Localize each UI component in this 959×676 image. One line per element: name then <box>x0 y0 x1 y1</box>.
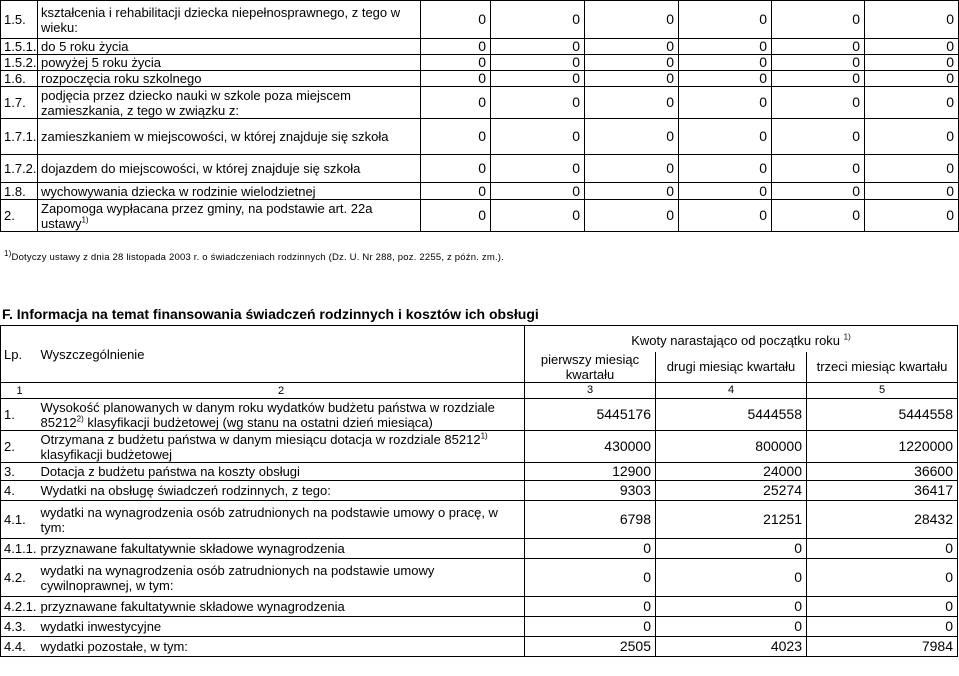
row-value: 0 <box>491 1 585 39</box>
table-row <box>1 87 959 119</box>
row-value: 4023 <box>656 637 807 657</box>
footnote: $^{1)}$Dotyczy ustawy z dnia 28 listopada 2003 r. o świadczeniach rodzinnych (Dz. U. Nr 288, poz. 2255, z późn. zm.). <box>4 248 504 263</box>
row-value: 0 <box>585 55 679 71</box>
row-lp: 4.1.1. <box>1 539 38 559</box>
row-value: 12900 <box>525 463 656 481</box>
header-lp: Lp. <box>1 326 38 383</box>
row-label: Otrzymana z budżetu państwa w danym miesiącu dotacja w rozdziale 85212$^{1)}$ klasyfikacji budżetowej <box>38 431 525 463</box>
row-value: 0 <box>656 539 807 559</box>
row-value: 0 <box>585 200 679 232</box>
row-lp: 4.4. <box>1 637 38 657</box>
row-label: wydatki na wynagrodzenia osób zatrudnionych na podstawie umowy cywilnoprawnej, w tym: <box>38 559 525 597</box>
header-num-row: 1 2 <box>1 383 525 399</box>
table-row <box>1 200 959 232</box>
row-lp: 1.5.1. <box>1 39 38 55</box>
row-value: 0 <box>585 155 679 183</box>
row-value: 0 <box>585 87 679 119</box>
row-lp: 4. <box>1 481 38 501</box>
row-value: 28432 <box>807 501 958 539</box>
row-value: 0 <box>525 539 656 559</box>
row-value: 0 <box>421 200 491 232</box>
section-f-title: F. Informacja na temat finansowania świadczeń rodzinnych i kosztów ich obsługi <box>2 306 539 322</box>
row-value: 9303 <box>525 481 656 501</box>
table-row <box>1 183 959 200</box>
row-value: 0 <box>421 39 491 55</box>
row-value: 0 <box>491 155 585 183</box>
table-row <box>1 501 958 539</box>
row-label: kształcenia i rehabilitacji dziecka niepełnosprawnego, z tego w wieku: <box>38 1 421 39</box>
row-value: 0 <box>865 155 959 183</box>
row-lp: 4.1. <box>1 501 38 539</box>
row-value: 0 <box>491 87 585 119</box>
row-lp: 1.5.2. <box>1 55 38 71</box>
table-row <box>1 71 959 87</box>
row-value: 0 <box>772 155 865 183</box>
row-value: 0 <box>491 183 585 200</box>
row-value: 0 <box>772 55 865 71</box>
row-value: 0 <box>585 119 679 155</box>
row-value: 0 <box>491 71 585 87</box>
row-value: 0 <box>865 119 959 155</box>
row-value: 0 <box>421 71 491 87</box>
row-value: 0 <box>865 1 959 39</box>
row-lp: 1.8. <box>1 183 38 200</box>
table-row <box>1 39 959 55</box>
row-value: 0 <box>491 39 585 55</box>
table-row <box>1 481 958 501</box>
row-value: 0 <box>525 597 656 617</box>
row-lp: 1. <box>1 399 38 431</box>
row-lp: 2. <box>1 431 38 463</box>
row-lp: 1.7.2. <box>1 155 38 183</box>
header-desc: Wyszczególnienie <box>38 326 525 383</box>
table-row <box>1 1 959 39</box>
row-label: rozpoczęcia roku szkolnego <box>38 71 421 87</box>
row-value: 430000 <box>525 431 656 463</box>
row-value: 0 <box>585 71 679 87</box>
row-label: wydatki inwestycyjne <box>38 617 525 637</box>
row-value: 0 <box>679 155 772 183</box>
row-value: 0 <box>807 617 958 637</box>
row-lp: 1.5. <box>1 1 38 39</box>
row-value: 0 <box>491 55 585 71</box>
row-label: powyżej 5 roku życia <box>38 55 421 71</box>
row-value: 0 <box>656 617 807 637</box>
row-value: 0 <box>772 200 865 232</box>
row-label: Wysokość planowanych w danym roku wydatków budżetu państwa w rozdziale 85212$^{2)}$ klasyfikacji budżetowej (wg stanu na ostatni dzień miesiąca) <box>38 399 525 431</box>
row-lp: 1.6. <box>1 71 38 87</box>
table-row <box>1 617 958 637</box>
row-lp: 4.2. <box>1 559 38 597</box>
row-lp: 4.3. <box>1 617 38 637</box>
row-value: 0 <box>865 87 959 119</box>
row-value: 5444558 <box>656 399 807 431</box>
table-row <box>1 119 959 155</box>
row-value: 0 <box>585 1 679 39</box>
row-value: 0 <box>865 71 959 87</box>
row-value: 2505 <box>525 637 656 657</box>
header-col3: trzeci miesiąc kwartału <box>807 352 958 383</box>
row-label: wydatki pozostałe, w tym: <box>38 637 525 657</box>
table-row <box>1 637 958 657</box>
header-col2: drugi miesiąc kwartału <box>656 352 807 383</box>
row-value: 7984 <box>807 637 958 657</box>
row-value: 0 <box>525 559 656 597</box>
row-lp: 2. <box>1 200 38 232</box>
table-row <box>1 597 958 617</box>
header-col1: pierwszy miesiąc kwartału <box>525 352 656 383</box>
row-value: 0 <box>421 183 491 200</box>
row-value: 0 <box>679 71 772 87</box>
row-value: 6798 <box>525 501 656 539</box>
row-value: 800000 <box>656 431 807 463</box>
row-value: 0 <box>491 119 585 155</box>
row-value: 0 <box>525 617 656 637</box>
row-value: 0 <box>421 155 491 183</box>
row-value: 1220000 <box>807 431 958 463</box>
table-row <box>1 399 958 431</box>
row-label: wychowywania dziecka w rodzinie wielodzietnej <box>38 183 421 200</box>
row-value: 5444558 <box>807 399 958 431</box>
table-row <box>1 55 959 71</box>
row-value: 0 <box>772 87 865 119</box>
row-value: 0 <box>491 200 585 232</box>
table-row <box>1 539 958 559</box>
row-value: 0 <box>679 87 772 119</box>
row-value: 0 <box>679 183 772 200</box>
row-value: 0 <box>679 39 772 55</box>
row-value: 0 <box>865 39 959 55</box>
row-value: 0 <box>772 183 865 200</box>
row-label: Zapomoga wypłacana przez gminy, na podstawie art. 22a ustawy$^{1)}$ <box>38 200 421 232</box>
row-value: 5445176 <box>525 399 656 431</box>
row-value: 0 <box>585 39 679 55</box>
row-value: 0 <box>679 1 772 39</box>
table-row <box>1 463 958 481</box>
row-label: Wydatki na obsługę świadczeń rodzinnych, z tego: <box>38 481 525 501</box>
row-lp: 1.7.1. <box>1 119 38 155</box>
row-label: przyznawane fakultatywnie składowe wynagrodzenia <box>38 539 525 559</box>
header-group: Kwoty narastająco od początku roku $^{1)}$ <box>525 326 958 352</box>
table-row <box>1 559 958 597</box>
benefits-table <box>0 0 959 232</box>
row-label: dojazdem do miejscowości, w której znajduje się szkoła <box>38 155 421 183</box>
row-lp: 3. <box>1 463 38 481</box>
row-value: 0 <box>421 119 491 155</box>
row-value: 0 <box>807 597 958 617</box>
row-label: podjęcia przez dziecko nauki w szkole poza miejscem zamieszkania, z tego w związku z: <box>38 87 421 119</box>
financing-table: Lp. Wyszczególnienie Kwoty narastająco od początku roku $^{1)}$ pierwszy miesiąc kwartału drugi miesiąc kwartału trzeci miesiąc kwartału 1 2 3 4 5 1. Wysokość planowanych w danym roku wydatków budżetu państwa w rozdziale 85212$^{2)}$ klasyfikacji budżetowej (wg stanu na ostatni dzień miesiąca) 5445176 5444558 5444558 2. Otrzymana z budżetu państwa w danym miesiącu dotacja w rozdziale 85212$^{1)}$ klasyfikacji budżetowej 430000 800000 1220000 3. Dotacja z budżetu państwa na koszty obsługi 12900 24000 36600 4. Wydatki na obsługę świadczeń rodzinnych, z tego: 9303 25274 36417 4.1. wydatki na wynagrodzenia osób zatrudnionych na podstawie umowy o pracę, w tym: 6798 21251 28432 4.1.1. przyznawane fakultatywnie składowe wynagrodzenia 0 0 0 4.2. wydatki na wynagrodzenia osób zatrudnionych na podstawie umowy cywilnoprawnej, w tym: 0 0 0 4.2.1. przyznawane fakultatywnie składowe wynagrodzenia 0 0 0 4.3. wydatki inwestycyjne 0 0 0 4.4. wydatki pozostałe, w tym: 2505 4023 7984 <box>0 325 958 657</box>
row-value: 0 <box>865 183 959 200</box>
row-label: Dotacja z budżetu państwa na koszty obsługi <box>38 463 525 481</box>
row-value: 0 <box>772 1 865 39</box>
row-value: 0 <box>421 1 491 39</box>
row-value: 0 <box>807 539 958 559</box>
row-value: 36417 <box>807 481 958 501</box>
row-value: 0 <box>656 597 807 617</box>
row-value: 0 <box>656 559 807 597</box>
row-value: 0 <box>679 55 772 71</box>
row-label: przyznawane fakultatywnie składowe wynagrodzenia <box>38 597 525 617</box>
row-label: wydatki na wynagrodzenia osób zatrudnionych na podstawie umowy o pracę, w tym: <box>38 501 525 539</box>
table-row <box>1 155 959 183</box>
row-label: do 5 roku życia <box>38 39 421 55</box>
row-value: 0 <box>421 87 491 119</box>
row-value: 24000 <box>656 463 807 481</box>
row-value: 0 <box>865 200 959 232</box>
row-value: 0 <box>421 55 491 71</box>
row-lp: 4.2.1. <box>1 597 38 617</box>
row-value: 0 <box>772 71 865 87</box>
row-label: zamieszkaniem w miejscowości, w której znajduje się szkoła <box>38 119 421 155</box>
row-value: 0 <box>772 119 865 155</box>
row-value: 21251 <box>656 501 807 539</box>
row-lp: 1.7. <box>1 87 38 119</box>
table-row <box>1 431 958 463</box>
row-value: 36600 <box>807 463 958 481</box>
row-value: 0 <box>585 183 679 200</box>
row-value: 25274 <box>656 481 807 501</box>
row-value: 0 <box>807 559 958 597</box>
row-value: 0 <box>679 200 772 232</box>
row-value: 0 <box>865 55 959 71</box>
row-value: 0 <box>772 39 865 55</box>
row-value: 0 <box>679 119 772 155</box>
